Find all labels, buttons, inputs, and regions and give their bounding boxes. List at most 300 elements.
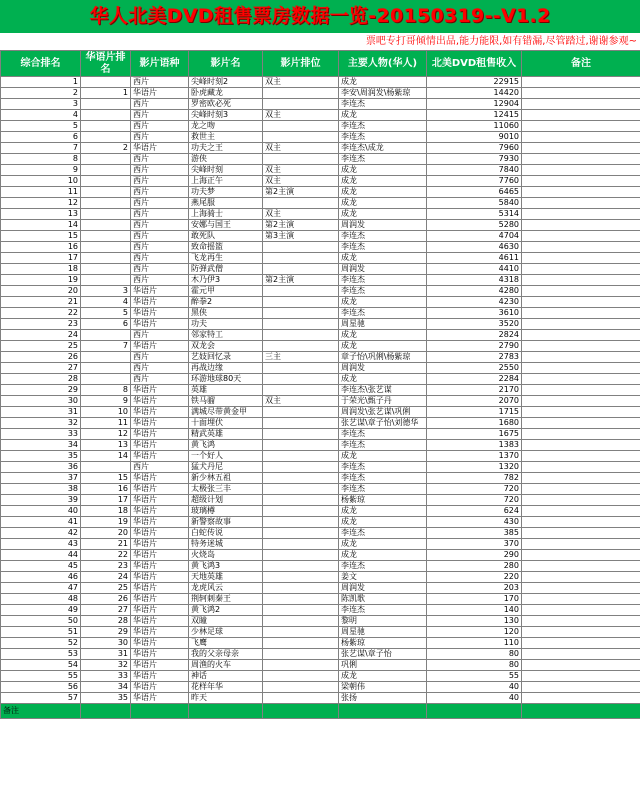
cell-main-people[interactable]: 李连杰 [339, 154, 427, 165]
cell-overall-rank[interactable]: 27 [1, 363, 81, 374]
cell-film-name[interactable]: 精武英雄 [189, 429, 263, 440]
cell-main-people[interactable]: 成龙 [339, 297, 427, 308]
cell-main-people[interactable]: 周润发 [339, 583, 427, 594]
cell-main-people[interactable]: 李连杰 [339, 473, 427, 484]
cell-chinese-rank[interactable]: 35 [81, 693, 131, 704]
cell-overall-rank[interactable]: 7 [1, 143, 81, 154]
cell-chinese-rank[interactable] [81, 209, 131, 220]
cell-dvd-revenue[interactable]: 385 [427, 528, 522, 539]
cell-overall-rank[interactable]: 13 [1, 209, 81, 220]
cell-film-name[interactable]: 火烧岛 [189, 550, 263, 561]
cell-notes[interactable] [522, 616, 640, 627]
cell-main-people[interactable]: 李连杰 [339, 429, 427, 440]
cell-dvd-revenue[interactable]: 4410 [427, 264, 522, 275]
cell-notes[interactable] [522, 99, 640, 110]
cell-notes[interactable] [522, 539, 640, 550]
cell-film-name[interactable]: 醉拳2 [189, 297, 263, 308]
cell-dvd-revenue[interactable]: 1383 [427, 440, 522, 451]
cell-dvd-revenue[interactable]: 203 [427, 583, 522, 594]
cell-chinese-rank[interactable]: 31 [81, 649, 131, 660]
cell-language[interactable]: 华语片 [131, 319, 189, 330]
cell-dvd-revenue[interactable]: 7840 [427, 165, 522, 176]
cell-main-people[interactable]: 成龙 [339, 330, 427, 341]
cell-dvd-revenue[interactable]: 1715 [427, 407, 522, 418]
cell-chinese-rank[interactable]: 28 [81, 616, 131, 627]
cell-notes[interactable] [522, 572, 640, 583]
cell-dvd-revenue[interactable]: 370 [427, 539, 522, 550]
cell-language[interactable]: 西片 [131, 154, 189, 165]
cell-dvd-revenue[interactable]: 4280 [427, 286, 522, 297]
cell-film-name[interactable]: 尖峰时刻 [189, 165, 263, 176]
cell-notes[interactable] [522, 605, 640, 616]
cell-overall-rank[interactable]: 49 [1, 605, 81, 616]
cell-notes[interactable] [522, 319, 640, 330]
cell-overall-rank[interactable]: 9 [1, 165, 81, 176]
cell-dvd-revenue[interactable]: 4630 [427, 242, 522, 253]
cell-chinese-rank[interactable] [81, 264, 131, 275]
cell-film-name[interactable]: 白蛇传说 [189, 528, 263, 539]
cell-film-billing[interactable]: 第2主演 [263, 275, 339, 286]
cell-chinese-rank[interactable]: 30 [81, 638, 131, 649]
cell-language[interactable]: 华语片 [131, 682, 189, 693]
cell-overall-rank[interactable]: 2 [1, 88, 81, 99]
cell-dvd-revenue[interactable]: 130 [427, 616, 522, 627]
cell-language[interactable]: 西片 [131, 462, 189, 473]
cell-main-people[interactable]: 成龙 [339, 341, 427, 352]
cell-language[interactable]: 华语片 [131, 561, 189, 572]
cell-film-name[interactable]: 少林足球 [189, 627, 263, 638]
cell-notes[interactable] [522, 440, 640, 451]
cell-main-people[interactable]: 李连杰\成龙 [339, 143, 427, 154]
cell-dvd-revenue[interactable]: 7760 [427, 176, 522, 187]
cell-notes[interactable] [522, 495, 640, 506]
col-header-chinese-rank[interactable]: 华语片排名 [81, 51, 131, 77]
cell-film-name[interactable]: 神话 [189, 671, 263, 682]
cell-main-people[interactable]: 成龙 [339, 165, 427, 176]
cell-language[interactable]: 西片 [131, 231, 189, 242]
cell-film-billing[interactable] [263, 440, 339, 451]
cell-film-billing[interactable]: 第2主演 [263, 187, 339, 198]
cell-chinese-rank[interactable]: 33 [81, 671, 131, 682]
cell-chinese-rank[interactable]: 16 [81, 484, 131, 495]
cell-dvd-revenue[interactable]: 5840 [427, 198, 522, 209]
cell-language[interactable]: 西片 [131, 363, 189, 374]
cell-language[interactable]: 华语片 [131, 660, 189, 671]
cell-language[interactable]: 西片 [131, 176, 189, 187]
cell-film-billing[interactable] [263, 539, 339, 550]
cell-overall-rank[interactable]: 34 [1, 440, 81, 451]
cell-film-billing[interactable] [263, 154, 339, 165]
cell-film-name[interactable]: 双龙会 [189, 341, 263, 352]
cell-language[interactable]: 华语片 [131, 429, 189, 440]
footer-cell[interactable] [189, 704, 263, 719]
cell-dvd-revenue[interactable]: 782 [427, 473, 522, 484]
cell-overall-rank[interactable]: 14 [1, 220, 81, 231]
col-header-overall-rank[interactable]: 综合排名 [1, 51, 81, 77]
cell-overall-rank[interactable]: 31 [1, 407, 81, 418]
cell-film-name[interactable]: 霍元甲 [189, 286, 263, 297]
cell-dvd-revenue[interactable]: 170 [427, 594, 522, 605]
cell-notes[interactable] [522, 638, 640, 649]
cell-language[interactable]: 西片 [131, 209, 189, 220]
cell-dvd-revenue[interactable]: 4704 [427, 231, 522, 242]
cell-chinese-rank[interactable]: 25 [81, 583, 131, 594]
cell-film-name[interactable]: 玻璃樽 [189, 506, 263, 517]
cell-chinese-rank[interactable] [81, 374, 131, 385]
cell-overall-rank[interactable]: 16 [1, 242, 81, 253]
cell-dvd-revenue[interactable]: 9010 [427, 132, 522, 143]
cell-dvd-revenue[interactable]: 2550 [427, 363, 522, 374]
cell-film-billing[interactable] [263, 451, 339, 462]
cell-film-billing[interactable] [263, 429, 339, 440]
cell-language[interactable]: 华语片 [131, 385, 189, 396]
cell-main-people[interactable]: 周润发 [339, 264, 427, 275]
cell-film-name[interactable]: 特务迷城 [189, 539, 263, 550]
cell-film-name[interactable]: 木乃伊3 [189, 275, 263, 286]
cell-main-people[interactable]: 李连杰 [339, 99, 427, 110]
cell-overall-rank[interactable]: 55 [1, 671, 81, 682]
cell-film-billing[interactable] [263, 649, 339, 660]
cell-notes[interactable] [522, 297, 640, 308]
cell-main-people[interactable]: 巩俐 [339, 660, 427, 671]
cell-film-name[interactable]: 艺妓回忆录 [189, 352, 263, 363]
cell-dvd-revenue[interactable]: 430 [427, 517, 522, 528]
cell-chinese-rank[interactable]: 32 [81, 660, 131, 671]
cell-film-billing[interactable] [263, 627, 339, 638]
cell-film-billing[interactable] [263, 517, 339, 528]
cell-film-name[interactable]: 功夫之王 [189, 143, 263, 154]
cell-film-name[interactable]: 新警察故事 [189, 517, 263, 528]
cell-film-billing[interactable] [263, 462, 339, 473]
cell-chinese-rank[interactable]: 24 [81, 572, 131, 583]
cell-main-people[interactable]: 杨紫琼 [339, 638, 427, 649]
cell-film-name[interactable]: 太极张三丰 [189, 484, 263, 495]
cell-chinese-rank[interactable] [81, 242, 131, 253]
cell-language[interactable]: 华语片 [131, 572, 189, 583]
cell-notes[interactable] [522, 220, 640, 231]
cell-film-billing[interactable] [263, 605, 339, 616]
cell-film-name[interactable]: 上海正午 [189, 176, 263, 187]
cell-chinese-rank[interactable] [81, 462, 131, 473]
cell-overall-rank[interactable]: 45 [1, 561, 81, 572]
cell-film-billing[interactable] [263, 286, 339, 297]
cell-chinese-rank[interactable]: 19 [81, 517, 131, 528]
cell-language[interactable]: 华语片 [131, 693, 189, 704]
cell-chinese-rank[interactable] [81, 187, 131, 198]
cell-film-billing[interactable] [263, 616, 339, 627]
cell-film-billing[interactable] [263, 198, 339, 209]
cell-chinese-rank[interactable]: 13 [81, 440, 131, 451]
cell-overall-rank[interactable]: 25 [1, 341, 81, 352]
cell-chinese-rank[interactable]: 9 [81, 396, 131, 407]
cell-dvd-revenue[interactable]: 6465 [427, 187, 522, 198]
cell-language[interactable]: 华语片 [131, 473, 189, 484]
cell-language[interactable]: 西片 [131, 187, 189, 198]
cell-main-people[interactable]: 李连杰 [339, 231, 427, 242]
cell-film-billing[interactable] [263, 308, 339, 319]
cell-notes[interactable] [522, 451, 640, 462]
cell-film-name[interactable]: 功夫 [189, 319, 263, 330]
cell-dvd-revenue[interactable]: 140 [427, 605, 522, 616]
cell-main-people[interactable]: 李连杰 [339, 462, 427, 473]
cell-language[interactable]: 华语片 [131, 638, 189, 649]
cell-notes[interactable] [522, 363, 640, 374]
cell-chinese-rank[interactable]: 21 [81, 539, 131, 550]
cell-language[interactable]: 西片 [131, 220, 189, 231]
cell-chinese-rank[interactable] [81, 176, 131, 187]
cell-chinese-rank[interactable]: 26 [81, 594, 131, 605]
cell-film-name[interactable]: 环游地球80天 [189, 374, 263, 385]
cell-notes[interactable] [522, 418, 640, 429]
cell-chinese-rank[interactable] [81, 231, 131, 242]
cell-film-billing[interactable]: 三主 [263, 352, 339, 363]
cell-film-billing[interactable] [263, 132, 339, 143]
cell-language[interactable]: 华语片 [131, 550, 189, 561]
cell-notes[interactable] [522, 330, 640, 341]
cell-dvd-revenue[interactable]: 2790 [427, 341, 522, 352]
cell-notes[interactable] [522, 132, 640, 143]
cell-notes[interactable] [522, 671, 640, 682]
cell-language[interactable]: 华语片 [131, 88, 189, 99]
cell-dvd-revenue[interactable]: 5280 [427, 220, 522, 231]
cell-chinese-rank[interactable] [81, 121, 131, 132]
cell-notes[interactable] [522, 110, 640, 121]
cell-overall-rank[interactable]: 56 [1, 682, 81, 693]
cell-main-people[interactable]: 成龙 [339, 187, 427, 198]
cell-dvd-revenue[interactable]: 110 [427, 638, 522, 649]
cell-main-people[interactable]: 李连杰 [339, 275, 427, 286]
cell-dvd-revenue[interactable]: 120 [427, 627, 522, 638]
cell-overall-rank[interactable]: 26 [1, 352, 81, 363]
cell-chinese-rank[interactable]: 18 [81, 506, 131, 517]
cell-notes[interactable] [522, 407, 640, 418]
cell-language[interactable]: 西片 [131, 374, 189, 385]
cell-overall-rank[interactable]: 48 [1, 594, 81, 605]
col-header-film-name[interactable]: 影片名 [189, 51, 263, 77]
cell-dvd-revenue[interactable]: 7960 [427, 143, 522, 154]
cell-dvd-revenue[interactable]: 7930 [427, 154, 522, 165]
cell-film-billing[interactable] [263, 660, 339, 671]
cell-overall-rank[interactable]: 3 [1, 99, 81, 110]
cell-dvd-revenue[interactable]: 2783 [427, 352, 522, 363]
cell-film-billing[interactable] [263, 506, 339, 517]
cell-overall-rank[interactable]: 53 [1, 649, 81, 660]
cell-film-name[interactable]: 安娜与国王 [189, 220, 263, 231]
cell-notes[interactable] [522, 660, 640, 671]
footer-cell[interactable] [339, 704, 427, 719]
cell-chinese-rank[interactable] [81, 165, 131, 176]
cell-film-billing[interactable]: 第2主演 [263, 220, 339, 231]
cell-notes[interactable] [522, 594, 640, 605]
cell-film-name[interactable]: 猛犬丹尼 [189, 462, 263, 473]
cell-main-people[interactable]: 张艺谋\章子怡 [339, 649, 427, 660]
cell-chinese-rank[interactable]: 3 [81, 286, 131, 297]
cell-film-name[interactable]: 上海骑士 [189, 209, 263, 220]
cell-overall-rank[interactable]: 47 [1, 583, 81, 594]
cell-chinese-rank[interactable] [81, 363, 131, 374]
cell-notes[interactable] [522, 517, 640, 528]
cell-language[interactable]: 华语片 [131, 396, 189, 407]
cell-dvd-revenue[interactable]: 2824 [427, 330, 522, 341]
cell-main-people[interactable]: 张扬 [339, 693, 427, 704]
cell-language[interactable]: 西片 [131, 198, 189, 209]
cell-chinese-rank[interactable]: 6 [81, 319, 131, 330]
cell-main-people[interactable]: 成龙 [339, 110, 427, 121]
cell-dvd-revenue[interactable]: 12415 [427, 110, 522, 121]
cell-notes[interactable] [522, 88, 640, 99]
cell-dvd-revenue[interactable]: 1370 [427, 451, 522, 462]
cell-dvd-revenue[interactable]: 40 [427, 682, 522, 693]
cell-chinese-rank[interactable]: 4 [81, 297, 131, 308]
cell-chinese-rank[interactable]: 23 [81, 561, 131, 572]
cell-film-billing[interactable] [263, 484, 339, 495]
cell-notes[interactable] [522, 286, 640, 297]
cell-language[interactable]: 华语片 [131, 583, 189, 594]
cell-overall-rank[interactable]: 1 [1, 77, 81, 88]
cell-film-billing[interactable] [263, 682, 339, 693]
cell-notes[interactable] [522, 187, 640, 198]
cell-film-billing[interactable] [263, 99, 339, 110]
cell-film-name[interactable]: 黄飞鸿2 [189, 605, 263, 616]
cell-dvd-revenue[interactable]: 2070 [427, 396, 522, 407]
cell-overall-rank[interactable]: 43 [1, 539, 81, 550]
cell-film-billing[interactable]: 双主 [263, 176, 339, 187]
cell-film-billing[interactable]: 双主 [263, 110, 339, 121]
cell-chinese-rank[interactable] [81, 220, 131, 231]
cell-overall-rank[interactable]: 44 [1, 550, 81, 561]
cell-main-people[interactable]: 周润发 [339, 363, 427, 374]
cell-film-billing[interactable] [263, 297, 339, 308]
cell-film-name[interactable]: 荆轲刺秦王 [189, 594, 263, 605]
cell-main-people[interactable]: 梁朝伟 [339, 682, 427, 693]
col-header-language[interactable]: 影片语种 [131, 51, 189, 77]
cell-overall-rank[interactable]: 41 [1, 517, 81, 528]
cell-film-name[interactable]: 飞龙再生 [189, 253, 263, 264]
cell-film-name[interactable]: 黑侠 [189, 308, 263, 319]
cell-overall-rank[interactable]: 20 [1, 286, 81, 297]
cell-overall-rank[interactable]: 10 [1, 176, 81, 187]
cell-notes[interactable] [522, 385, 640, 396]
cell-notes[interactable] [522, 583, 640, 594]
footer-cell[interactable] [131, 704, 189, 719]
cell-dvd-revenue[interactable]: 22915 [427, 77, 522, 88]
cell-language[interactable]: 华语片 [131, 418, 189, 429]
cell-dvd-revenue[interactable]: 4611 [427, 253, 522, 264]
cell-main-people[interactable]: 于荣光\甄子丹 [339, 396, 427, 407]
cell-main-people[interactable]: 周星驰 [339, 319, 427, 330]
cell-language[interactable]: 华语片 [131, 528, 189, 539]
cell-main-people[interactable]: 成龙 [339, 539, 427, 550]
cell-notes[interactable] [522, 275, 640, 286]
cell-language[interactable]: 华语片 [131, 308, 189, 319]
cell-overall-rank[interactable]: 23 [1, 319, 81, 330]
cell-main-people[interactable]: 成龙 [339, 506, 427, 517]
cell-film-name[interactable]: 再战边缘 [189, 363, 263, 374]
cell-film-billing[interactable] [263, 495, 339, 506]
cell-overall-rank[interactable]: 37 [1, 473, 81, 484]
cell-language[interactable]: 华语片 [131, 594, 189, 605]
cell-language[interactable]: 西片 [131, 275, 189, 286]
cell-film-name[interactable]: 黄飞鸿 [189, 440, 263, 451]
cell-notes[interactable] [522, 506, 640, 517]
cell-notes[interactable] [522, 154, 640, 165]
cell-dvd-revenue[interactable]: 2170 [427, 385, 522, 396]
cell-language[interactable]: 西片 [131, 253, 189, 264]
cell-language[interactable]: 华语片 [131, 341, 189, 352]
cell-film-billing[interactable] [263, 693, 339, 704]
cell-chinese-rank[interactable]: 5 [81, 308, 131, 319]
cell-language[interactable]: 西片 [131, 99, 189, 110]
cell-film-billing[interactable] [263, 561, 339, 572]
cell-film-name[interactable]: 卧虎藏龙 [189, 88, 263, 99]
cell-dvd-revenue[interactable]: 4230 [427, 297, 522, 308]
cell-film-name[interactable]: 敢死队 [189, 231, 263, 242]
cell-film-billing[interactable]: 双主 [263, 209, 339, 220]
cell-notes[interactable] [522, 462, 640, 473]
cell-overall-rank[interactable]: 15 [1, 231, 81, 242]
cell-main-people[interactable]: 陈凯歌 [339, 594, 427, 605]
cell-film-name[interactable]: 英雄 [189, 385, 263, 396]
cell-film-billing[interactable] [263, 374, 339, 385]
cell-film-billing[interactable] [263, 407, 339, 418]
cell-main-people[interactable]: 李连杰 [339, 308, 427, 319]
cell-film-billing[interactable] [263, 572, 339, 583]
cell-overall-rank[interactable]: 18 [1, 264, 81, 275]
cell-notes[interactable] [522, 308, 640, 319]
cell-film-name[interactable]: 邻家特工 [189, 330, 263, 341]
cell-overall-rank[interactable]: 33 [1, 429, 81, 440]
cell-language[interactable]: 华语片 [131, 506, 189, 517]
cell-film-billing[interactable] [263, 583, 339, 594]
cell-language[interactable]: 华语片 [131, 517, 189, 528]
cell-language[interactable]: 华语片 [131, 484, 189, 495]
cell-film-name[interactable]: 超级计划 [189, 495, 263, 506]
cell-main-people[interactable]: 成龙 [339, 451, 427, 462]
cell-notes[interactable] [522, 341, 640, 352]
cell-notes[interactable] [522, 231, 640, 242]
cell-overall-rank[interactable]: 12 [1, 198, 81, 209]
cell-chinese-rank[interactable]: 15 [81, 473, 131, 484]
cell-dvd-revenue[interactable]: 624 [427, 506, 522, 517]
cell-main-people[interactable]: 成龙 [339, 671, 427, 682]
cell-main-people[interactable]: 成龙 [339, 517, 427, 528]
cell-overall-rank[interactable]: 8 [1, 154, 81, 165]
cell-main-people[interactable]: 成龙 [339, 253, 427, 264]
cell-film-billing[interactable] [263, 385, 339, 396]
cell-film-billing[interactable] [263, 264, 339, 275]
cell-dvd-revenue[interactable]: 1675 [427, 429, 522, 440]
cell-notes[interactable] [522, 352, 640, 363]
cell-dvd-revenue[interactable]: 720 [427, 484, 522, 495]
cell-main-people[interactable]: 周星驰 [339, 627, 427, 638]
cell-main-people[interactable]: 成龙 [339, 77, 427, 88]
cell-dvd-revenue[interactable]: 1320 [427, 462, 522, 473]
cell-notes[interactable] [522, 528, 640, 539]
cell-film-billing[interactable] [263, 341, 339, 352]
cell-film-billing[interactable]: 双主 [263, 165, 339, 176]
cell-notes[interactable] [522, 627, 640, 638]
cell-chinese-rank[interactable]: 1 [81, 88, 131, 99]
cell-main-people[interactable]: 周润发 [339, 220, 427, 231]
cell-overall-rank[interactable]: 39 [1, 495, 81, 506]
cell-film-name[interactable]: 尖峰时刻3 [189, 110, 263, 121]
cell-notes[interactable] [522, 143, 640, 154]
cell-language[interactable]: 华语片 [131, 539, 189, 550]
cell-film-name[interactable]: 一个好人 [189, 451, 263, 462]
cell-film-name[interactable]: 十面埋伏 [189, 418, 263, 429]
cell-film-name[interactable]: 龙之吻 [189, 121, 263, 132]
cell-film-billing[interactable] [263, 638, 339, 649]
